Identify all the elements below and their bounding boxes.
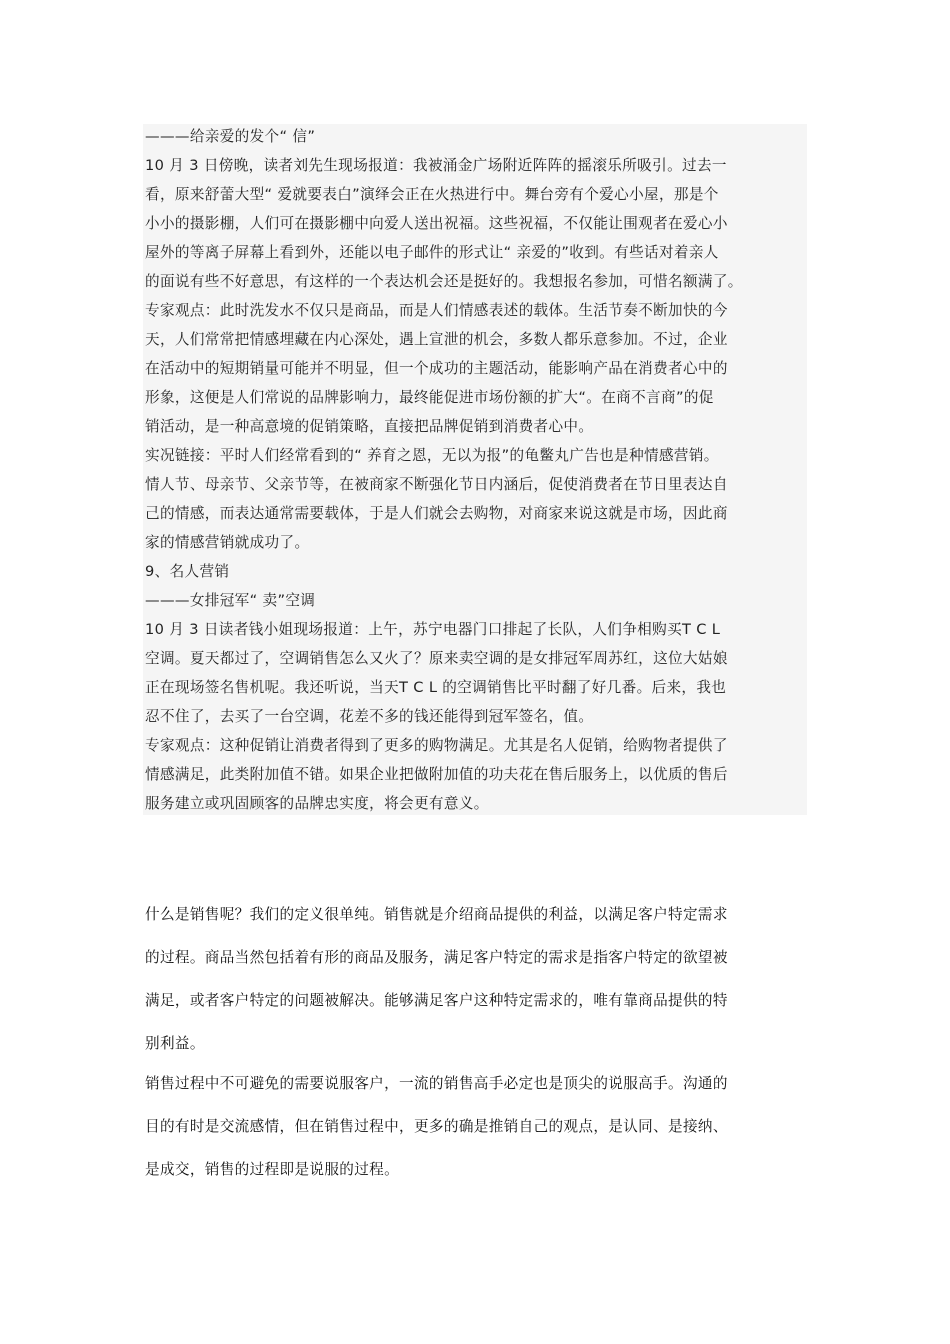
article-text-line: 天，人们常常把情感埋藏在内心深处，遇上宣泄的机会，多数人都乐意参加。不过，企业: [145, 331, 728, 348]
article-text-line: 正在现场签名售机呢。我还听说，当天T C L 的空调销售比平时翻了好几番。后来，我也: [145, 679, 727, 696]
article-text-line: 小小的摄影棚，人们可在摄影棚中向爱人送出祝福。这些祝福，不仅能让围观者在爱心小: [145, 215, 728, 232]
body-text-line: 目的有时是交流感情，但在销售过程中，更多的确是推销自己的观点，是认同、是接纳、: [145, 1118, 728, 1135]
section-heading: 9、名人营销: [145, 563, 230, 580]
body-text-line: 满足，或者客户特定的问题被解决。能够满足客户这种特定需求的，唯有靠商品提供的特: [145, 992, 728, 1009]
article-text-line: 忍不住了，去买了一台空调，花差不多的钱还能得到冠军签名，值。: [145, 708, 594, 725]
body-text-line: 的过程。商品当然包括着有形的商品及服务，满足客户特定的需求是指客户特定的欲望被: [145, 949, 728, 966]
article-text-line: 空调。夏天都过了，空调销售怎么又火了？原来卖空调的是女排冠军周苏红，这位大姑娘: [145, 650, 728, 667]
article-subtitle-line: ———女排冠军“ 卖”空调: [145, 592, 316, 609]
article-text-line: 专家观点：此时洗发水不仅只是商品，而是人们情感表述的载体。生活节奏不断加快的今: [145, 302, 728, 319]
article-text-line: 屋外的等离子屏幕上看到外，还能以电子邮件的形式让“ 亲爱的”收到。有些话对着亲人: [145, 244, 719, 261]
article-subtitle-line: ———给亲爱的发个“ 信”: [145, 128, 316, 145]
article-text-line: 实况链接：平时人们经常看到的“ 养育之恩，无以为报”的龟鳖丸广告也是种情感营销。: [145, 447, 719, 464]
article-text-line: 专家观点：这种促销让消费者得到了更多的购物满足。尤其是名人促销，给购物者提供了: [145, 737, 728, 754]
article-text-line: 销活动，是一种高意境的促销策略，直接把品牌促销到消费者心中。: [145, 418, 594, 435]
article-text-line: 情感满足，此类附加值不错。如果企业把做附加值的功夫花在售后服务上，以优质的售后: [145, 766, 728, 783]
article-text-line: 形象，这便是人们常说的品牌影响力，最终能促进市场份额的扩大“。在商不言商”的促: [145, 389, 714, 406]
article-text-line: 10 月 3 日读者钱小姐现场报道：上午，苏宁电器门口排起了长队，人们争相购买T C L: [145, 621, 721, 638]
article-text-line: 10 月 3 日傍晚，读者刘先生现场报道：我被涌金广场附近阵阵的摇滚乐所吸引。过去一: [145, 157, 727, 174]
quoted-article-block: [143, 124, 807, 815]
article-text-line: 己的情感，而表达通常需要载体，于是人们就会去购物，对商家来说这就是市场，因此商: [145, 505, 728, 522]
article-text-line: 家的情感营销就成功了。: [145, 534, 310, 551]
article-text-line: 看，原来舒蕾大型“ 爱就要表白”演绎会正在火热进行中。舞台旁有个爱心小屋，那是个: [145, 186, 719, 203]
body-text-line: 别利益。: [145, 1035, 205, 1052]
body-text-line: 什么是销售呢？我们的定义很单纯。销售就是介绍商品提供的利益，以满足客户特定需求: [145, 906, 728, 923]
body-text-line: 销售过程中不可避免的需要说服客户，一流的销售高手必定也是顶尖的说服高手。沟通的: [145, 1075, 728, 1092]
article-text-line: 情人节、母亲节、父亲节等，在被商家不断强化节日内涵后，促使消费者在节日里表达自: [145, 476, 728, 493]
body-text-line: 是成交，销售的过程即是说服的过程。: [145, 1161, 400, 1178]
article-text-line: 在活动中的短期销量可能并不明显，但一个成功的主题活动，能影响产品在消费者心中的: [145, 360, 728, 377]
article-text-line: 的面说有些不好意思，有这样的一个表达机会还是挺好的。我想报名参加，可惜名额满了。: [145, 273, 743, 290]
article-text-line: 服务建立或巩固顾客的品牌忠实度，将会更有意义。: [145, 795, 489, 812]
